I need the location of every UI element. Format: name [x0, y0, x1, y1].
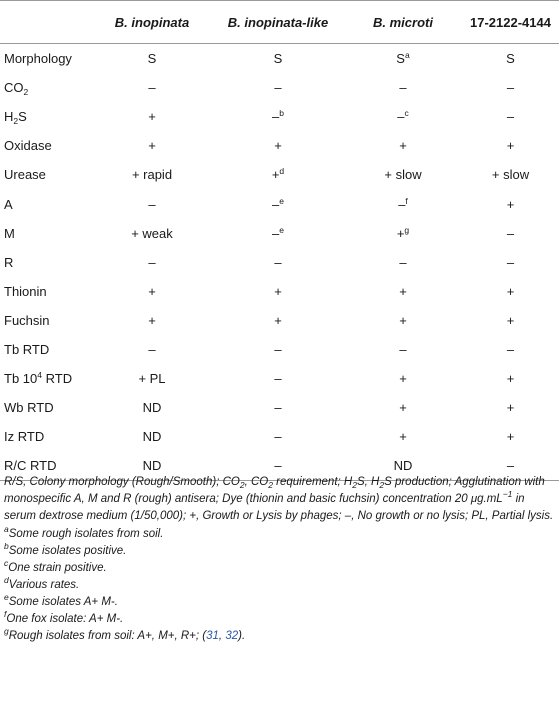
row-label: Tb RTD	[4, 341, 50, 357]
table-cell: –$^f$	[398, 195, 408, 212]
row-label: R/C RTD	[0, 451, 92, 481]
table-row	[0, 102, 559, 131]
table-cell: +	[399, 283, 407, 299]
table-cell: +	[399, 312, 407, 328]
table-cell: +	[399, 138, 407, 154]
reference-link-32[interactable]: 32	[225, 630, 239, 642]
footnote: $^e$Some isolates A+ M-.	[4, 592, 118, 608]
table-cell: –	[148, 196, 156, 212]
row-label: Wb RTD	[4, 400, 54, 416]
table-cell: –	[462, 451, 559, 481]
table-cell: +	[274, 138, 282, 154]
row-label: M	[4, 225, 15, 241]
table-cell: + weak	[131, 225, 173, 241]
table-cell: –	[274, 371, 282, 387]
table-cell: ND	[142, 429, 162, 445]
row-label: Thionin	[4, 283, 47, 299]
table-cell: –$^e$	[272, 195, 284, 212]
header-cell-strain: 17-2122-4144	[462, 1, 559, 44]
row-label: Urease	[4, 167, 46, 183]
table-row	[0, 306, 559, 335]
table-cell: +	[506, 312, 515, 328]
header-row	[0, 1, 559, 44]
table-cell: ND	[92, 451, 212, 481]
table-cell: + slow	[491, 167, 530, 183]
table-cell: –	[399, 341, 407, 357]
table-cell: –	[506, 109, 515, 125]
row-label: Iz RTD	[4, 429, 45, 445]
row-label: $CO_2$	[4, 80, 29, 98]
table-cell: +	[506, 429, 515, 445]
table-cell: –	[274, 80, 282, 96]
table-row	[0, 219, 559, 248]
table-cell: –	[274, 341, 282, 357]
table-cell: +	[399, 371, 407, 387]
table-cell: –	[148, 254, 156, 270]
reference-link-31[interactable]: 31	[206, 630, 219, 642]
table-legend: R/S, Colony morphology (Rough/Smooth); $CO_2$, $CO_2$ requirement; $H_2S$, $H_2S$ production; Agglutination with monospecific A, M and R (rough) antisera; Dye (thionin and basic fuchsin) concentration 20 $\mu g.mL^{-1}$ in serum dextrose medium (1/50,000); +, Growth or Lysis by phages; –, No growth or no lysis; PL, Partial lysis.	[4, 476, 554, 522]
row-label: R	[4, 254, 14, 270]
footnote: $^f$One fox isolate: A+ M-.	[4, 609, 124, 625]
table-cell: +	[506, 138, 515, 154]
row-label: Morphology	[4, 51, 72, 67]
footnote: $^d$Various rates.	[4, 575, 80, 591]
table-cell: +	[399, 400, 407, 416]
table-cell: –	[399, 254, 407, 270]
table-row	[0, 131, 559, 160]
table-cell: ND	[344, 451, 462, 481]
table-cell: –	[506, 341, 515, 357]
table-row	[0, 44, 559, 74]
table-cell: +$^g$	[396, 224, 410, 241]
table-cell: + rapid	[131, 167, 173, 183]
table-row	[0, 73, 559, 102]
table-cell: +	[399, 429, 407, 445]
footnote: $^b$Some isolates positive.	[4, 541, 127, 557]
table-cell: S	[147, 51, 157, 67]
table-cell: +	[506, 196, 515, 212]
table-row	[0, 335, 559, 364]
table-cell: –	[506, 254, 515, 270]
table-cell: –	[506, 225, 515, 241]
table-cell: +	[148, 138, 156, 154]
table-row	[0, 422, 559, 451]
table-cell: + PL	[138, 371, 166, 387]
table-cell: +	[148, 283, 156, 299]
table-cell: +	[148, 312, 156, 328]
table-cell: –$^b$	[272, 108, 284, 125]
table-row	[0, 364, 559, 393]
footnote: $^c$One strain positive.	[4, 558, 107, 574]
table-cell: –	[148, 80, 156, 96]
row-label: Fuchsin	[4, 312, 50, 328]
table-cell: S	[506, 51, 515, 67]
table-cell: +	[506, 371, 515, 387]
table-cell: –	[274, 400, 282, 416]
table-cell: +	[274, 312, 282, 328]
table-cell: ND	[142, 400, 162, 416]
header-cell-b-microti: B. microti	[344, 1, 462, 44]
table-cell: +	[274, 283, 282, 299]
table-cell: +	[506, 400, 515, 416]
table-cell: –	[399, 80, 407, 96]
table-cell: –$^c$	[397, 108, 409, 125]
table-cell: –	[148, 341, 156, 357]
table-cell: –	[274, 254, 282, 270]
table-cell: –	[212, 451, 344, 481]
table-cell: + slow	[384, 167, 422, 183]
table-cell: +	[148, 109, 156, 125]
table-notes	[4, 474, 555, 645]
table-cell: +$^d$	[271, 166, 285, 183]
table-cell: –	[274, 429, 282, 445]
table-row	[0, 393, 559, 422]
header-cell-empty	[0, 1, 92, 44]
row-label: $H_2S$	[4, 109, 27, 127]
table-row	[0, 160, 559, 189]
table-row	[0, 189, 559, 218]
table-cell: $S^a$	[396, 50, 410, 67]
table-cell: –$^e$	[272, 224, 284, 241]
row-label: A	[4, 196, 13, 212]
footnote: $^g$Rough isolates from soil: A+, M+, R+; (31, 32).	[4, 626, 246, 642]
footnote: $^a$Some rough isolates from soil.	[4, 524, 164, 540]
table-row	[0, 277, 559, 306]
row-label: Tb $10^4$ RTD	[4, 370, 73, 387]
table-cell: S	[273, 51, 283, 67]
table-cell: +	[506, 283, 515, 299]
header-cell-b-inopinata: B. inopinata	[92, 1, 212, 44]
table-cell: –	[506, 80, 515, 96]
table-row	[0, 248, 559, 277]
header-cell-b-inopinata-like: B. inopinata-like	[212, 1, 344, 44]
row-label: Oxidase	[4, 138, 52, 154]
